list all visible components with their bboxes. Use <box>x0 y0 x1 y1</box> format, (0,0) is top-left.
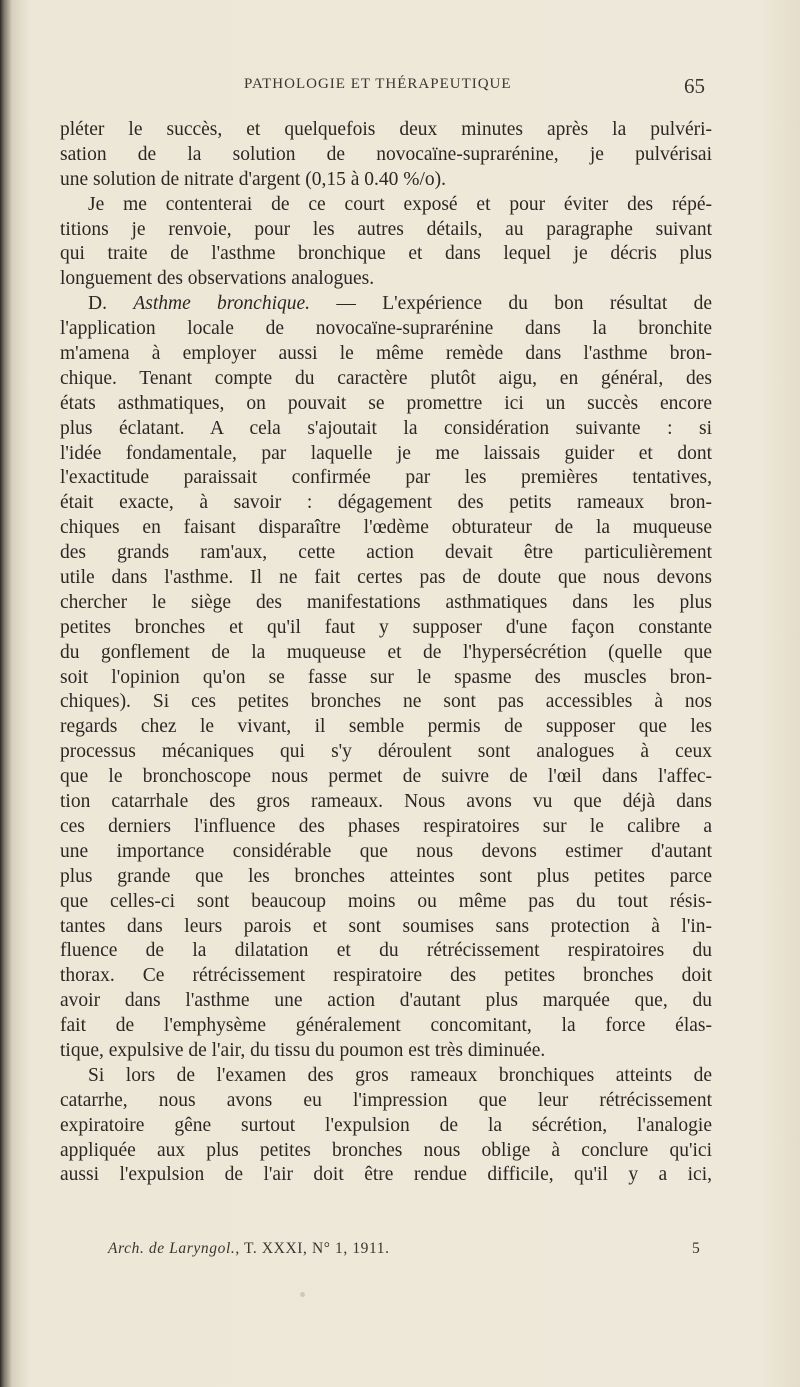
page-number: 65 <box>684 74 705 98</box>
text-line: titions je renvoie, pour les autres détails, au paragraphe suivant <box>60 218 712 240</box>
text-line: qui traite de l'asthme bronchique et dans lequel je décris plus <box>60 243 712 265</box>
text-line: expiratoire gêne surtout l'expulsion de la sécrétion, l'analogie <box>60 1114 712 1136</box>
citation-volume: , T. XXXI, N° 1, 1911. <box>235 1240 390 1257</box>
text-line: tion catarrhale des gros rameaux. Nous avons vu que déjà dans <box>60 791 712 813</box>
text-line: sation de la solution de novocaïne-suprarénine, je pulvérisai <box>60 143 712 165</box>
running-header <box>0 74 800 98</box>
text-line: longuement des observations analogues. <box>60 268 375 290</box>
text-line: chiques). Si ces petites bronches ne sont pas accessibles à nos <box>60 691 712 713</box>
text-line: appliquée aux plus petites bronches nous oblige à conclure qu'ici <box>60 1139 712 1161</box>
text-line: plus grande que les bronches atteintes sont plus petites parce <box>60 865 712 887</box>
text-line: regards chez le vivant, il semble permis de supposer que les <box>60 716 712 738</box>
text-line: chercher le siège des manifestations asthmatiques dans les plus <box>60 591 712 613</box>
section-heading-line <box>60 292 712 317</box>
paragraph-start-line: Je me contenterai de ce court exposé et pour éviter des répé- <box>88 193 712 215</box>
text-line: aussi l'expulsion de l'air doit être rendue difficile, qu'il y a ici, <box>60 1164 712 1186</box>
text-line: chique. Tenant compte du caractère plutôt aigu, en général, des <box>60 367 712 389</box>
text-line: catarrhe, nous avons eu l'impression que leur rétrécissement <box>60 1089 712 1111</box>
text-line: thorax. Ce rétrécissement respiratoire des petites bronches doit <box>60 965 712 987</box>
section-title: Asthme bronchique. <box>133 293 311 315</box>
section-lead-text: — L'expérience du bon résultat de <box>310 293 712 315</box>
text-line: plus éclatant. A cela s'ajoutait la considération suivante : si <box>60 417 712 439</box>
page-footer <box>108 1240 708 1264</box>
text-line: une importance considérable que nous devons estimer d'autant <box>60 840 712 862</box>
text-line: du gonflement de la muqueuse et de l'hypersécrétion (quelle que <box>60 641 712 663</box>
text-line: états asthmatiques, on pouvait se promettre ici un succès encore <box>60 392 712 414</box>
signature-mark: 5 <box>692 1240 701 1257</box>
text-line: fluence de la dilatation et du rétrécissement respiratoires du <box>60 940 712 962</box>
text-line: fait de l'emphysème généralement concomitant, la force élas- <box>60 1015 712 1037</box>
text-line: petites bronches et qu'il faut y supposer d'une façon constante <box>60 616 712 638</box>
section-letter: D. <box>88 293 134 315</box>
text-line: processus mécaniques qui s'y déroulent sont analogues à ceux <box>60 741 712 763</box>
running-title: PATHOLOGIE ET THÉRAPEUTIQUE <box>244 76 512 92</box>
text-line: que le bronchoscope nous permet de suivre de l'œil dans l'affec- <box>60 766 712 788</box>
text-line: l'idée fondamentale, par laquelle je me laissais guider et dont <box>60 442 712 464</box>
text-line: pléter le succès, et quelquefois deux minutes après la pulvéri- <box>60 119 712 140</box>
ink-speck <box>300 1292 305 1297</box>
text-line: que celles-ci sont beaucoup moins ou même pas du tout résis- <box>60 890 712 912</box>
text-line: avoir dans l'asthme une action d'autant plus marquée que, du <box>60 990 712 1012</box>
text-line: des grands ram'aux, cette action devait être particulièrement <box>60 542 712 564</box>
text-line: était exacte, à savoir : dégagement des petits rameaux bron- <box>60 492 712 514</box>
footer-citation <box>108 1240 390 1257</box>
body-text <box>60 118 712 1188</box>
text-line: utile dans l'asthme. Il ne fait certes pas de doute que nous devons <box>60 567 712 589</box>
text-line: soit l'opinion qu'on se fasse sur le spasme des muscles bron- <box>60 666 712 688</box>
text-line: tique, expulsive de l'air, du tissu du poumon est très diminuée. <box>60 1039 546 1061</box>
text-line: une solution de nitrate d'argent (0,15 à 0.40 %/o). <box>60 168 447 190</box>
text-line: ces derniers l'influence des phases respiratoires sur le calibre a <box>60 815 712 837</box>
text-line: l'application locale de novocaïne-suprarénine dans la bronchite <box>60 318 712 340</box>
text-line: tantes dans leurs parois et sont soumises sans protection à l'in- <box>60 915 712 937</box>
text-line: l'exactitude paraissait confirmée par les premières tentatives, <box>60 467 712 489</box>
citation-journal: Arch. de Laryngol. <box>108 1240 236 1257</box>
text-line: chiques en faisant disparaître l'œdème obturateur de la muqueuse <box>60 517 712 539</box>
paragraph-start-line: Si lors de l'examen des gros rameaux bronchiques atteints de <box>88 1064 712 1086</box>
text-line: m'amena à employer aussi le même remède dans l'asthme bron- <box>60 343 712 365</box>
